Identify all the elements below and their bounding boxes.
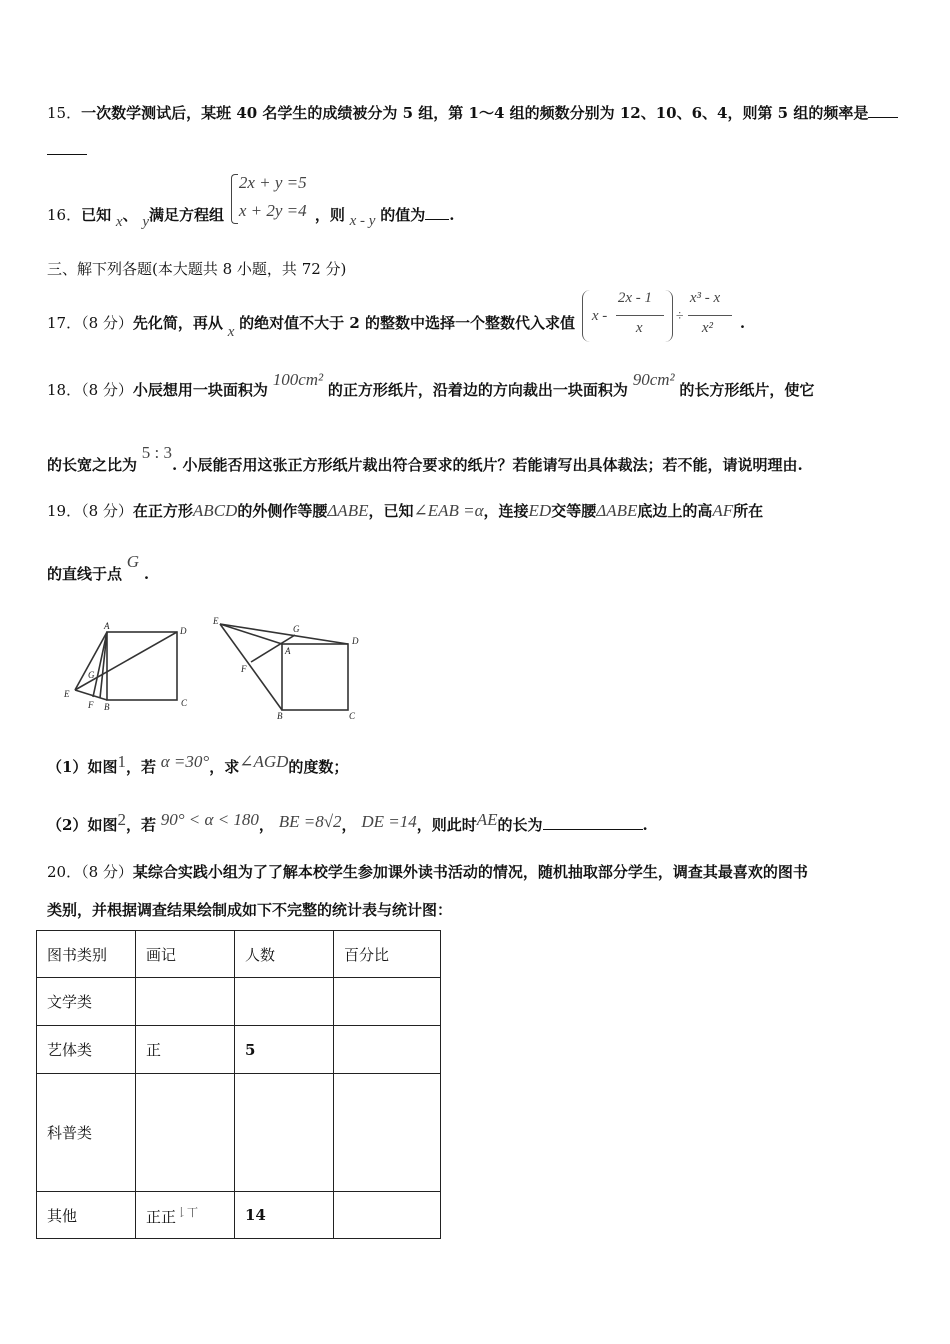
tally-partial: 𠄌丅 [176, 1205, 199, 1219]
cell-count: 14 [235, 1192, 334, 1239]
fig1-label-b: B [104, 702, 110, 712]
fig2-label-d: D [352, 636, 359, 646]
q15-blank-a [868, 103, 898, 118]
sub2-text-f: 的长为 [497, 816, 543, 834]
q19-points: （8 分） [81, 502, 133, 520]
q19-text-b: 的外侧作等腰 [237, 502, 328, 520]
fig1-label-g: G [88, 670, 95, 680]
frac1-denominator: x [635, 320, 643, 336]
left-paren [582, 290, 591, 342]
fig2-label-g: G [293, 624, 300, 634]
frac2-numerator: x³ - x [689, 290, 721, 306]
equation-2: x + 2y =4 [238, 201, 307, 220]
sub2-be: BE =8√2 [278, 812, 342, 831]
area-90: 90cm² [632, 370, 675, 389]
q15-text: 一次数学测试后，某班 40 名学生的成绩被分为 5 组，第 1～4 组的频数分别为 12、10、6、4，则第 5 组的频率是 [81, 104, 869, 122]
ratio: 5 : 3 [141, 443, 173, 462]
cell-count [235, 978, 334, 1026]
q19-sub2 [47, 810, 648, 835]
header-category: 图书类别 [37, 931, 136, 978]
q19-sub1 [47, 752, 349, 777]
equation-1: 2x + y =5 [238, 173, 307, 192]
sub2-label: （2） [47, 816, 88, 834]
q15-line1 [47, 103, 898, 123]
sub2-text-d: ， [341, 816, 357, 834]
right-paren [664, 290, 673, 342]
q18-text-d: 的长宽之比为 [47, 456, 138, 474]
q19-text-g: 所在 [733, 502, 764, 520]
sub2-text-a: 如图 [87, 816, 118, 834]
sub1-text-a: 如图 [87, 758, 118, 776]
sub2-text-e: ，则此时 [416, 816, 477, 834]
q17-points: （8 分） [81, 314, 133, 332]
q16-text-c: ，则 [314, 206, 345, 224]
cell-category: 科普类 [37, 1074, 136, 1192]
cell-category: 艺体类 [37, 1026, 136, 1074]
sub2-de: DE =14 [361, 812, 417, 831]
q16-number: 16． [47, 206, 82, 224]
frac2-denominator: x² [701, 320, 713, 336]
q16-text-d: 的值为 [380, 206, 426, 224]
q19-text-i: . [143, 565, 150, 583]
sub2-ae: AE [476, 810, 498, 829]
q20-line2 [47, 900, 452, 920]
q19-text-f: 底边上的高 [637, 502, 713, 520]
cell-percent [334, 978, 441, 1026]
q18-text-b: 的正方形纸片，沿着边的方向裁出一块面积为 [327, 381, 628, 399]
q17-text-b: 的绝对值不大于 2 的整数中选择一个整数代入求值 [239, 314, 576, 332]
cell-category: 其他 [37, 1192, 136, 1239]
table-row [37, 1026, 441, 1074]
fig2-line-ea [220, 624, 282, 644]
angle-eab: ∠EAB =α [413, 501, 484, 520]
q17-end: . [739, 314, 746, 332]
statistics-table [36, 930, 441, 1239]
header-tally: 画记 [136, 931, 235, 978]
table-header-row [37, 931, 441, 978]
q18-text-e: . 小辰能否用这张正方形纸片裁出符合要求的纸片？若能请写出具体裁法；若不能，请说明理由. [172, 456, 803, 474]
fig1-label-d: D [180, 626, 187, 636]
point-g: G [126, 552, 140, 571]
q16-sep: 、 [122, 206, 138, 224]
cell-tally: 正正 [146, 1207, 177, 1226]
q17-expression [580, 290, 740, 336]
q18-line1 [47, 370, 815, 400]
q20-text-a: 某综合实践小组为了了解本校学生参加课外读书活动的情况，随机抽取部分学生，调查其最喜欢的图书 [132, 863, 808, 881]
cell-tally: 正 [136, 1026, 235, 1074]
frac1-bar [616, 315, 664, 316]
frac2-bar [688, 315, 732, 316]
q16-expr: x - y [349, 213, 376, 229]
frac1-numerator: 2x - 1 [617, 290, 652, 306]
triangle-abe: ΔABE [327, 501, 369, 520]
q19-line1 [47, 501, 763, 521]
altitude-af: AF [712, 501, 734, 520]
sub2-blank [543, 815, 643, 830]
fig1-label-c: C [181, 698, 188, 708]
fig2-square [282, 644, 348, 710]
fig1-line-af [93, 632, 107, 697]
cell-tally-group [136, 1192, 235, 1239]
area-100: 100cm² [272, 370, 324, 389]
square-abcd: ABCD [192, 501, 238, 520]
q19-text-h: 的直线于点 [47, 565, 123, 583]
fig2-label-b: B [277, 711, 283, 721]
q15-blank-b [47, 140, 87, 155]
segment-ed: ED [528, 501, 552, 520]
sub1-text-d: 的度数； [288, 758, 349, 776]
fig1-line-eb [75, 690, 107, 700]
q17-var-x: x [227, 324, 235, 340]
header-percent: 百分比 [334, 931, 441, 978]
q20-points: （8 分） [81, 863, 133, 881]
q16-var-y: y [142, 214, 150, 230]
fig2-line-eb [220, 624, 282, 710]
fig2-label-c: C [349, 711, 356, 721]
q16-blank [425, 205, 449, 220]
sub1-label: （1） [47, 758, 88, 776]
sub2-text-c: ， [258, 816, 274, 834]
q20-text-b: 类别，并根据调查结果绘制成如下不完整的统计表与统计图： [47, 901, 453, 919]
q17-number: 17． [47, 314, 82, 332]
fig2-label-f: F [241, 664, 247, 674]
cell-tally [136, 978, 235, 1026]
q15-line2 [47, 140, 87, 160]
q18-text-a: 小辰想用一块面积为 [132, 381, 268, 399]
fig2-label-e: E [213, 616, 219, 626]
figure-1 [60, 618, 200, 718]
sub1-angle: ∠AGD [239, 752, 289, 771]
sub1-fig: 1 [117, 752, 126, 771]
q16-text-a: 已知 [81, 206, 112, 224]
fig1-label-f: F [88, 700, 94, 710]
section3-title: 三、解下列各题(本大题共 8 小题，共 72 分) [47, 260, 347, 278]
q16-text-e: . [449, 206, 455, 224]
q19-text-c: ，已知 [368, 502, 414, 520]
sub2-text-b: ，若 [125, 816, 156, 834]
cell-count: 5 [235, 1026, 334, 1074]
sub2-text-g: . [642, 816, 648, 834]
table-row [37, 1192, 441, 1239]
q19-line2 [47, 552, 150, 584]
q18-points: （8 分） [81, 381, 133, 399]
q19-number: 19． [47, 502, 82, 520]
cell-percent [334, 1074, 441, 1192]
fig1-label-e: E [64, 689, 70, 699]
q15-number: 15． [47, 104, 82, 122]
table-row [37, 978, 441, 1026]
table-row [37, 1074, 441, 1192]
q17-text-a: 先化简，再从 [132, 314, 223, 332]
cell-percent [334, 1026, 441, 1074]
q16-text-b: 满足方程组 [149, 206, 225, 224]
q20-number: 20． [47, 863, 82, 881]
q19-text-a: 在正方形 [132, 502, 193, 520]
q16-var-x: x [115, 214, 123, 230]
cell-category: 文学类 [37, 978, 136, 1026]
q19-text-d: ，连接 [483, 502, 529, 520]
cell-percent [334, 1192, 441, 1239]
q18-text-c: 的长方形纸片，使它 [679, 381, 815, 399]
cell-tally [136, 1074, 235, 1192]
q18-line2 [47, 443, 803, 475]
expr-x-minus: x - [591, 308, 608, 324]
sub1-text-c: ，求 [209, 758, 240, 776]
fig2-label-a: A [285, 646, 291, 656]
system-brace [231, 174, 238, 224]
div-sign: ÷ [675, 309, 684, 324]
equation-system [229, 173, 315, 220]
q17-line [47, 290, 746, 340]
triangle-abe-2: ΔABE [596, 501, 638, 520]
figure-2 [205, 614, 365, 724]
q18-number: 18． [47, 381, 82, 399]
q19-text-e: 交等腰 [551, 502, 597, 520]
cell-count [235, 1074, 334, 1192]
header-count: 人数 [235, 931, 334, 978]
sub1-condition: α =30° [160, 752, 210, 771]
fig1-label-a: A [104, 621, 110, 631]
sub1-text-b: ，若 [125, 758, 156, 776]
q20-line1 [47, 862, 808, 882]
sub2-fig: 2 [117, 810, 126, 829]
sub2-condition: 90° < α < 180 [160, 810, 259, 829]
q16-line [47, 173, 455, 230]
